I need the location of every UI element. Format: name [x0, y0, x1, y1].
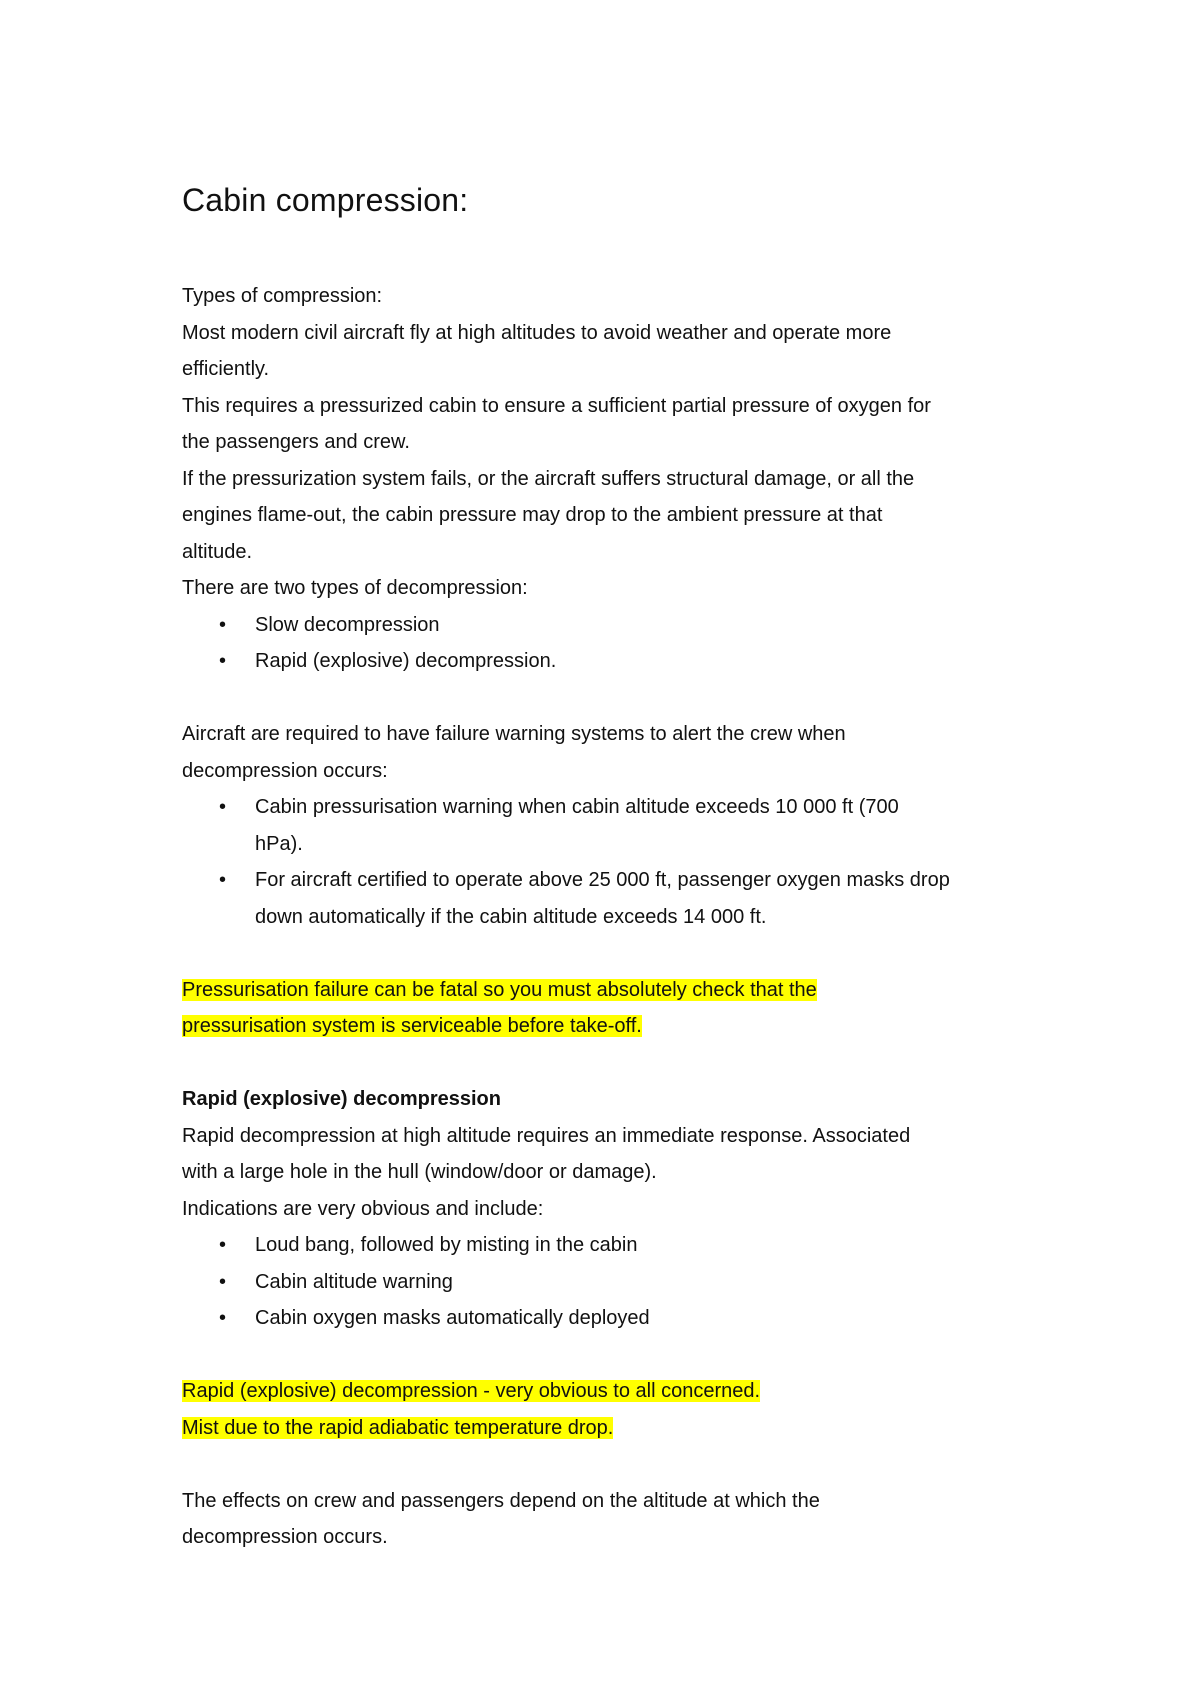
section-heading-types-of-compression: Types of compression:: [182, 285, 383, 307]
bullet-icon: •: [219, 613, 227, 636]
list-item: [182, 607, 1042, 644]
bullet-icon: •: [219, 869, 227, 891]
list-item: [182, 1300, 1042, 1337]
highlighted-warning-line: [182, 972, 1042, 1009]
highlighted-note-line: [182, 1410, 1042, 1447]
blank-line: [182, 1446, 1042, 1483]
bullet-icon: •: [219, 1234, 227, 1256]
paragraph-line: efficiently.: [182, 358, 270, 380]
list-item: [182, 643, 1042, 680]
list-item-text: Cabin pressurisation warning when cabin altitude exceeds 10 000 ft (700: [255, 796, 899, 818]
list-item-text: Rapid (explosive) decompression.: [255, 650, 557, 672]
bullet-icon: •: [219, 796, 227, 818]
list-item: [182, 789, 1042, 826]
list-item-text: For aircraft certified to operate above 25 000 ft, passenger oxygen masks drop: [255, 869, 950, 891]
list-item-continuation: hPa).: [255, 832, 303, 855]
blank-line: [182, 1337, 1042, 1374]
list-item: [182, 862, 1042, 899]
highlighted-warning-line: [182, 1008, 1042, 1045]
highlighted-text: pressurisation system is serviceable before take-off.: [182, 1015, 642, 1037]
paragraph-line: decompression occurs.: [182, 1526, 388, 1548]
document-body: [182, 278, 1042, 1556]
highlighted-note-line: [182, 1373, 1042, 1410]
list-item: [182, 1227, 1042, 1264]
paragraph-line: This requires a pressurized cabin to ensure a sufficient partial pressure of oxygen for: [182, 394, 931, 417]
bullet-icon: •: [219, 1307, 227, 1329]
blank-line: [182, 1045, 1042, 1082]
highlighted-text: Mist due to the rapid adiabatic temperature drop.: [182, 1416, 614, 1439]
list-item-text: Cabin altitude warning: [255, 1270, 453, 1293]
highlighted-text: Pressurisation failure can be fatal so you must absolutely check that the: [182, 978, 817, 1001]
decompression-types-heading: There are two types of decompression:: [182, 577, 528, 599]
paragraph-line: the passengers and crew.: [182, 431, 410, 453]
section-heading-rapid-decompression: Rapid (explosive) decompression: [182, 1088, 501, 1110]
list-item-text: Cabin oxygen masks automatically deployed: [255, 1307, 650, 1329]
bullet-icon: •: [219, 650, 227, 672]
paragraph-line: Aircraft are required to have failure warning systems to alert the crew when: [182, 723, 846, 745]
paragraph-line: engines flame-out, the cabin pressure may drop to the ambient pressure at that: [182, 504, 883, 526]
highlighted-text: Rapid (explosive) decompression - very obvious to all concerned.: [182, 1380, 761, 1402]
paragraph-line: with a large hole in the hull (window/door or damage).: [182, 1161, 657, 1183]
list-item-continuation: down automatically if the cabin altitude exceeds 14 000 ft.: [255, 905, 767, 928]
paragraph-line: Most modern civil aircraft fly at high altitudes to avoid weather and operate more: [182, 321, 892, 344]
indications-heading: Indications are very obvious and include:: [182, 1197, 544, 1220]
blank-line: [182, 935, 1042, 972]
paragraph-line: If the pressurization system fails, or the aircraft suffers structural damage, or all the: [182, 467, 915, 490]
paragraph-line: Rapid decompression at high altitude requires an immediate response. Associated: [182, 1124, 911, 1147]
paragraph-line: altitude.: [182, 540, 253, 563]
list-item-text: Loud bang, followed by misting in the cabin: [255, 1234, 638, 1256]
blank-line: [182, 680, 1042, 717]
list-item: [182, 1264, 1042, 1301]
paragraph-line: The effects on crew and passengers depend on the altitude at which the: [182, 1489, 820, 1512]
document-title: Cabin compression:: [182, 182, 469, 218]
paragraph-line: decompression occurs:: [182, 759, 388, 782]
list-item-text: Slow decompression: [255, 613, 440, 636]
bullet-icon: •: [219, 1270, 227, 1293]
